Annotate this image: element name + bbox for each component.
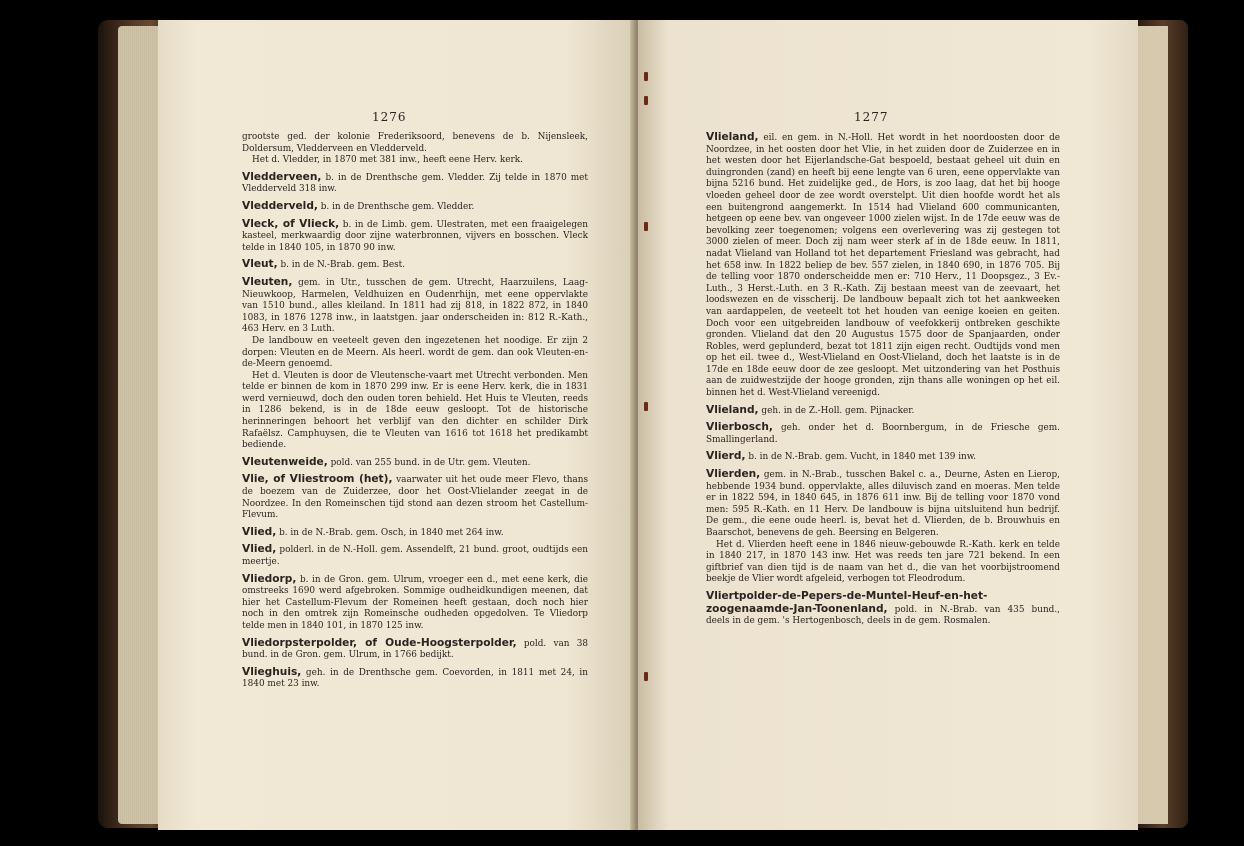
entry-text: b. in de N.-Brab. gem. Vucht, in 1840 met 139 inw. xyxy=(748,452,977,463)
entry-text: b. in de Limb. gem. Ulestraten, met een fraaigelegen kasteel, merkwaardig door zijne waterbronnen, vijvers en bosschen. Vleck telde in 1840 105, in 1870 90 inw. xyxy=(242,219,588,253)
entry-paragraph xyxy=(706,540,1060,586)
page-number: 1276 xyxy=(372,110,407,124)
text-column xyxy=(242,132,588,696)
dictionary-entry xyxy=(242,527,588,540)
text-column xyxy=(706,132,1060,633)
tab-marker xyxy=(644,402,648,411)
entry-text: geh. onder het d. Boornbergum, in de Friesche gem. Smallingerland. xyxy=(706,423,1060,445)
entry-headword: Vleutenweide, xyxy=(242,455,328,468)
entry-text: b. in de Drenthsche gem. Vledder. Zij telde in 1870 met Vledderveld 318 inw. xyxy=(242,172,588,195)
entry-text: vaarwater uit het oude meer Flevo, thans de boezem van de Zuiderzee, door het Oost-Vlielander zeegat in de Noordzee. In den Romeinschen tijd stond aan dezen stroom het Castellum-Flevum. xyxy=(242,475,588,521)
entry-headword: Vliedorpsterpolder, of Oude-Hoogsterpolder, xyxy=(242,636,517,649)
entry-text: Het d. Vledder, in 1870 met 381 inw., heeft eene Herv. kerk. xyxy=(252,155,523,166)
entry-text: De landbouw en veeteelt geven den ingezetenen het noodige. Er zijn 2 dorpen: Vleuten en de Meern. Als heerl. wordt de gem. dan ook Vleuten-en-de-Meern genoemd. xyxy=(242,335,588,370)
entry-headword: Vlie, of Vliestroom (het), xyxy=(242,473,393,486)
dictionary-entry xyxy=(706,591,1060,628)
dictionary-entry xyxy=(242,219,588,255)
entry-headword: Vliedorp, xyxy=(242,572,297,585)
dictionary-entry xyxy=(242,457,588,470)
entry-headword: Vlieland, xyxy=(706,131,759,143)
entry-headword: Vlied, xyxy=(242,543,277,556)
entry-text: b. in de N.-Brab. gem. Best. xyxy=(280,260,406,271)
entry-headword: Vleut, xyxy=(242,258,278,271)
dictionary-entry xyxy=(706,132,1060,400)
entry-paragraph xyxy=(242,457,588,470)
entry-text: b. in de N.-Brab. gem. Osch, in 1840 met 264 inw. xyxy=(279,527,504,538)
dictionary-entry xyxy=(242,667,588,691)
entry-paragraph xyxy=(242,474,588,521)
entry-text: b. in de Gron. gem. Ulrum, vroeger een d., met eene kerk, die omstreeks 1690 werd afgebroken. Sommige oudheidkundigen meenen, dat hier het Castellum-Flevum der Romeinen heeft gestaan, doch noch hier noch in den omtrek zijn Romeinsche oudheden opgedolven. Te Vliedorp telde men in 1840 101, in 1870 125 inw. xyxy=(242,574,588,631)
entry-headword: Vlierden, xyxy=(706,468,761,481)
entry-paragraph xyxy=(242,574,588,633)
entry-headword: Vlied, xyxy=(242,525,277,538)
entry-paragraph xyxy=(242,336,588,371)
entry-headword: Vledderveen, xyxy=(242,170,322,183)
tab-marker xyxy=(644,72,648,81)
page-number: 1277 xyxy=(854,110,889,124)
entry-paragraph xyxy=(242,259,588,272)
dictionary-entry xyxy=(242,277,588,452)
dictionary-entry xyxy=(706,405,1060,418)
dictionary-entry xyxy=(706,469,1060,586)
dictionary-entry xyxy=(242,574,588,633)
entry-headword: Vlieland, xyxy=(706,403,759,416)
entry-headword: Vlierd, xyxy=(706,450,746,463)
entry-text: pold. in N.-Brab. van 435 bund., deels in de gem. 's Hertogenbosch, deels in de gem. Rosmalen. xyxy=(706,604,1060,627)
entry-paragraph xyxy=(242,638,588,662)
entry-text: gem. in Utr., tusschen de gem. Utrecht, Haarzuilens, Laag-Nieuwkoop, Harmelen, Veldhuizen en Oudenrhijn, met eene oppervlakte van 1510 bund., alles kleiland. In 1811 had zij 818, in 1822 872, in 1840 1083, in 1876 1278 inw., in laatstgen. jaar onderscheiden in: 812 R.-Kath., 463 Herv. en 3 Luth. xyxy=(242,277,588,335)
tab-marker xyxy=(644,672,648,681)
entry-headword: Vlieghuis, xyxy=(242,665,302,678)
open-book xyxy=(98,12,1188,838)
left-page xyxy=(158,20,638,830)
entry-paragraph xyxy=(706,469,1060,540)
right-page xyxy=(638,20,1138,830)
entry-paragraph xyxy=(706,422,1060,446)
entry-text: b. in de Drenthsche gem. Vledder. xyxy=(320,201,475,212)
entry-paragraph xyxy=(242,172,588,196)
entry-headword: Vliertpolder-de-Pepers-de-Muntel-Heuf-en-het-zoogenaamde-Jan-Toonenland, xyxy=(706,589,988,615)
entry-paragraph xyxy=(242,527,588,540)
dictionary-entry xyxy=(242,544,588,568)
entry-paragraph xyxy=(242,667,588,691)
dictionary-entry xyxy=(706,451,1060,464)
entry-text: geh. in de Drenthsche gem. Coevorden, in 1811 met 24, in 1840 met 23 inw. xyxy=(242,667,588,690)
dictionary-entry xyxy=(242,638,588,662)
entry-paragraph xyxy=(242,219,588,255)
entry-paragraph xyxy=(242,371,588,452)
dictionary-entry xyxy=(242,201,588,214)
entry-headword: Vleck, of Vlieck, xyxy=(242,217,340,230)
tab-marker xyxy=(644,96,648,105)
entry-paragraph xyxy=(242,277,588,336)
dictionary-entry xyxy=(242,132,588,167)
entry-text: eil. en gem. in N.-Holl. Het wordt in het noordoosten door de Noordzee, in het oosten door het Vlie, in het zuiden door de Zuiderzee en in het westen door het Eijerlandsche-Gat bespoeld, bestaat geheel uit duin en duingronden (zand) en heeft bij eene lengte van 6 uren, eene oppervlakte van bijna 5216 bund. Het zuidelijke ged., de Hors, is zoo laag, dat het bij hooge vloeden geheel door de zee wordt overstelpt. Uit dien hoofde wordt het als een buitengrond aangemerkt. In 1514 had Vlieland 600 communicanten, hetgeen op eene bev. van ongeveer 1000 zielen wijst. In de 17de eeuw was de bevolking zeer toegenomen; volgens een overlevering was zij gestegen tot 3000 zielen of meer. Doch zij nam weer sterk af in de 18de eeuw. In 1811, nadat Vlieland van Holland tot het departement Friesland was gebracht, had het 658 inw. In 1822 beliep de bev. 557 zielen, in 1840 690, in 1876 705. Bij de telling voor 1870 onderscheidde men er: 710 Herv., 11 Doopsgez., 3 Ev.-Luth., 3 Herst.-Luth. en 3 R.-Kath. Zij bestaan meest van de zeevaart, het loodswezen en de visscherij. De landbouw bepaalt zich tot het aankweeken van aardappelen, de veeteelt tot het houden van eenige koeien en geiten. Doch voor een uitgebreiden landbouw of veefokkerij ontbreken geschikte gronden. Vlieland dat den 20 Augustus 1575 door de Spanjaarden, onder Robles, werd geplunderd, bezat tot 1811 zijn eigen recht. Oudtijds vond men op het eil. twee d., West-Vlieland en Oost-Vlieland, doch het laatste is in de 17de en 18de eeuw door de zee gesloopt. Met uitzondering van het Posthuis aan de zuidwestzijde der hooge gronden, zijn thans alle woningen op het eil. binnen het d. West-Vlieland vereenigd. xyxy=(706,133,1060,399)
entry-paragraph xyxy=(706,451,1060,464)
dictionary-entry xyxy=(242,172,588,196)
dictionary-entry xyxy=(242,259,588,272)
dictionary-entry xyxy=(242,474,588,521)
entry-paragraph xyxy=(706,132,1060,400)
entry-text: polderl. in de N.-Holl. gem. Assendelft, 21 bund. groot, oudtijds een meertje. xyxy=(242,545,589,567)
entry-headword: Vledderveld, xyxy=(242,199,318,212)
entry-text: grootste ged. der kolonie Frederiksoord, benevens de b. Nijensleek, Doldersum, Vledderveen en Vledderveld. xyxy=(242,132,588,154)
entry-paragraph xyxy=(242,544,588,568)
entry-paragraph xyxy=(242,155,588,167)
entry-paragraph xyxy=(242,201,588,214)
entry-paragraph xyxy=(242,132,588,155)
dictionary-entry xyxy=(706,422,1060,446)
entry-text: Het d. Vleuten is door de Vleutensche-vaart met Utrecht verbonden. Men telde er binnen de kom in 1870 299 inw. Er is eene Herv. kerk, die in 1831 werd vernieuwd, doch den ouden toren behield. Het Huis te Vleuten, reeds in 1286 bekend, is in de 18de eeuw gesloopt. Tot de historische herinneringen behoort het verblijf van den dichter en schilder Dirk Rafaëlsz. Camphuysen, die te Vleuten van 1616 tot 1618 het predikambt bediende. xyxy=(242,370,588,451)
entry-paragraph xyxy=(706,591,1060,628)
entry-paragraph xyxy=(706,405,1060,418)
entry-text: geh. in de Z.-Holl. gem. Pijnacker. xyxy=(761,405,915,416)
entry-headword: Vleuten, xyxy=(242,275,293,288)
entry-text: pold. van 38 bund. in de Gron. gem. Ulrum, in 1766 bedijkt. xyxy=(242,638,588,661)
entry-text: Het d. Vlierden heeft eene in 1846 nieuw-gebouwde R.-Kath. kerk en telde in 1840 217, in 1870 143 inw. Het was reeds ten jare 721 bekend. In een giftbrief van dien tijd is de naam van het d., die van het voorbijstroomend beekje de Vlier wordt afgeleid, verbogen tot Fleodrodum. xyxy=(706,539,1060,585)
right-page-edges xyxy=(1134,26,1168,824)
entry-headword: Vlierbosch, xyxy=(706,421,773,434)
tab-marker xyxy=(644,222,648,231)
entry-text: gem. in N.-Brab., tusschen Bakel c. a., Deurne, Asten en Lierop, hebbende 1934 bund. oppervlakte, alles diluvisch zand en moeras. Men telde er in 1822 594, in 1840 645, in 1876 611 inw. Bij de telling voor 1870 vond men: 595 R.-Kath. en 11 Herv. De landbouw is bijna uitsluitend hun bedrijf. De gem., die eene oude heerl. is, bevat het d. Vlierden, de b. Brouwhuis en Baarschot, benevens de geh. Beersing en Belgeren. xyxy=(706,470,1060,538)
entry-text: pold. van 255 bund. in de Utr. gem. Vleuten. xyxy=(330,457,531,468)
